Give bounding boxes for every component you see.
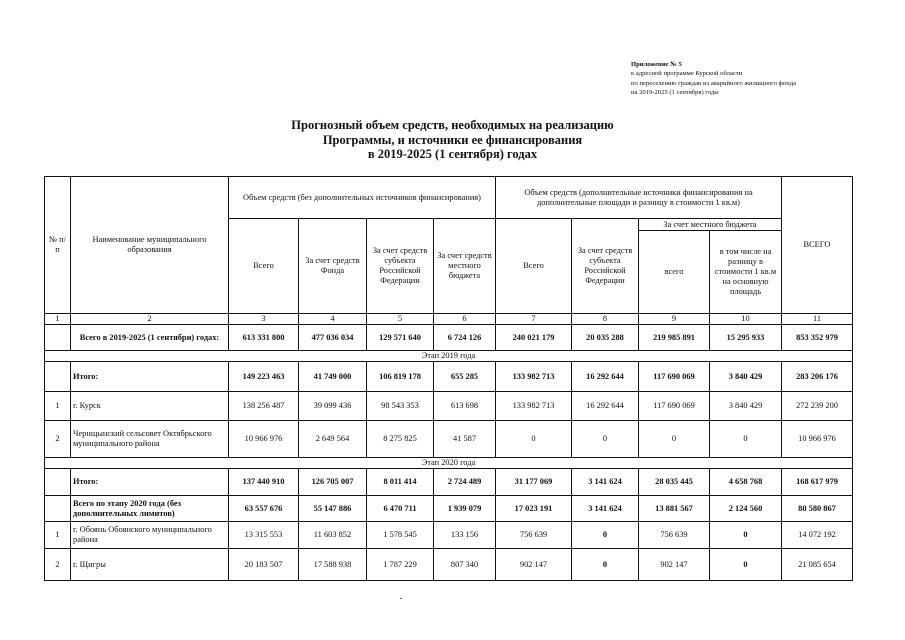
cell: 17 588 938 (299, 549, 367, 581)
table-row-shchigry (45, 549, 853, 581)
cell: 3 141 624 (572, 496, 639, 522)
header-name: Наименование муниципального образования (71, 177, 229, 314)
header-num: № п/п (45, 177, 71, 314)
cell: 15 295 933 (710, 325, 782, 351)
row-name: г. Обоянь Обоянского муниципального района (71, 522, 229, 549)
row-name: Итого: (71, 362, 229, 392)
appendix-note (631, 60, 796, 97)
cell: 133 982 713 (496, 392, 572, 421)
stage-header: Этап 2019 года (45, 351, 853, 362)
cell: 14 072 192 (782, 522, 853, 549)
colnum: 10 (710, 314, 782, 325)
cell: 17 023 191 (496, 496, 572, 522)
cell: 756 639 (496, 522, 572, 549)
cell: 39 099 436 (299, 392, 367, 421)
colnum: 9 (639, 314, 710, 325)
cell: 16 292 644 (572, 362, 639, 392)
cell: 129 571 640 (367, 325, 434, 351)
header-g1-total: Всего (229, 219, 299, 314)
cell: 2 724 489 (434, 469, 496, 496)
cell: 117 690 069 (639, 362, 710, 392)
row-num (45, 469, 71, 496)
cell: 1 939 079 (434, 496, 496, 522)
document-title (0, 118, 905, 162)
cell: 137 440 910 (229, 469, 299, 496)
row-name: Всего по этапу 2020 года (без дополнительных лимитов) (71, 496, 229, 522)
title-line: Программы, и источники ее финансирования (322, 132, 583, 147)
cell: 1 578 545 (367, 522, 434, 549)
cell: 16 292 644 (572, 392, 639, 421)
cell: 8 275 825 (367, 421, 434, 458)
cell: 240 021 179 (496, 325, 572, 351)
cell: 902 147 (496, 549, 572, 581)
cell: 6 470 711 (367, 496, 434, 522)
appendix-line: к адресной программе Курской области (631, 70, 743, 78)
cell: 613 698 (434, 392, 496, 421)
cell: 0 (710, 549, 782, 581)
header-g1-local: За счет средств местного бюджета (434, 219, 496, 314)
colnum: 2 (71, 314, 229, 325)
cell: 10 966 976 (229, 421, 299, 458)
header-g1-fund: За счет средств Фонда (299, 219, 367, 314)
cell: 117 690 069 (639, 392, 710, 421)
row-num (45, 362, 71, 392)
cell: 0 (572, 549, 639, 581)
cell: 0 (710, 421, 782, 458)
colnum: 6 (434, 314, 496, 325)
cell: 272 239 200 (782, 392, 853, 421)
cell: 8 011 414 (367, 469, 434, 496)
scan-speck (400, 598, 402, 599)
cell: 28 035 445 (639, 469, 710, 496)
cell: 2 649 564 (299, 421, 367, 458)
financing-table (44, 176, 853, 581)
cell: 1 787 229 (367, 549, 434, 581)
header-g2-local-incl: в том числе на разницу в стоимости 1 кв.м на основную площадь (710, 231, 782, 314)
cell: 11 603 852 (299, 522, 367, 549)
cell: 41 749 000 (299, 362, 367, 392)
cell: 3 840 429 (710, 362, 782, 392)
header-g2-subject: За счет средств субъекта Российской Федерации (572, 219, 639, 314)
cell: 3 840 429 (710, 392, 782, 421)
row-name: г. Курск (71, 392, 229, 421)
cell: 853 352 979 (782, 325, 853, 351)
row-name: Всего в 2019-2025 (1 сентябри) годах: (71, 325, 229, 351)
cell: 0 (572, 421, 639, 458)
table-row-total-all (45, 325, 853, 351)
cell: 4 658 768 (710, 469, 782, 496)
row-num (45, 496, 71, 522)
cell: 219 985 891 (639, 325, 710, 351)
cell: 98 543 353 (367, 392, 434, 421)
table-row-itogo-2020 (45, 469, 853, 496)
colnum: 11 (782, 314, 853, 325)
cell: 10 966 976 (782, 421, 853, 458)
row-num (45, 325, 71, 351)
cell: 133 156 (434, 522, 496, 549)
cell: 106 819 178 (367, 362, 434, 392)
appendix-line: по переселению граждан из аварийного жилищного фонда (631, 79, 797, 87)
colnum: 3 (229, 314, 299, 325)
cell: 21 085 654 (782, 549, 853, 581)
colnum: 8 (572, 314, 639, 325)
header-g2-local-group: За счет местного бюджета (639, 219, 782, 231)
colnum: 4 (299, 314, 367, 325)
cell: 756 639 (639, 522, 710, 549)
row-name: г. Щигры (71, 549, 229, 581)
cell: 126 705 007 (299, 469, 367, 496)
cell: 13 315 553 (229, 522, 299, 549)
stage-header: Этап 2020 года (45, 458, 853, 469)
row-name: Чернщынский сельсовет Октябрьского муниципального района (71, 421, 229, 458)
cell: 80 580 867 (782, 496, 853, 522)
header-g2-local-all: всего (639, 231, 710, 314)
cell: 655 285 (434, 362, 496, 392)
cell: 3 141 624 (572, 469, 639, 496)
cell: 613 331 800 (229, 325, 299, 351)
cell: 6 724 126 (434, 325, 496, 351)
cell: 2 124 560 (710, 496, 782, 522)
cell: 31 177 069 (496, 469, 572, 496)
cell: 41 587 (434, 421, 496, 458)
cell: 13 881 567 (639, 496, 710, 522)
row-num: 1 (45, 392, 71, 421)
row-num: 2 (45, 549, 71, 581)
header-group-base: Объем средств (без дополнительных источников финансирования) (229, 177, 496, 219)
colnum: 1 (45, 314, 71, 325)
cell: 20 183 507 (229, 549, 299, 581)
header-grand-total: ВСЕГО (782, 177, 853, 314)
title-line: Прогнозный объем средств, необходимых на реализацию (291, 118, 614, 132)
row-num: 1 (45, 522, 71, 549)
cell: 63 557 676 (229, 496, 299, 522)
cell: 0 (572, 522, 639, 549)
cell: 55 147 886 (299, 496, 367, 522)
cell: 0 (639, 421, 710, 458)
cell: 149 223 463 (229, 362, 299, 392)
header-g1-subject: За счет средств субъекта Российской Федерации (367, 219, 434, 314)
title-line: в 2019-2025 (1 сентября) годах (367, 147, 538, 162)
row-num: 2 (45, 421, 71, 458)
appendix-line: Приложение № 5 (631, 61, 682, 68)
table-row-oboyan (45, 522, 853, 549)
header-g2-total: Всего (496, 219, 572, 314)
cell: 902 147 (639, 549, 710, 581)
cell: 168 617 979 (782, 469, 853, 496)
cell: 0 (710, 522, 782, 549)
header-group-additional: Объем средств (дополнительные источники финансирования на дополнительные площади и разницу в стоимости 1 кв.м) (496, 177, 782, 219)
cell: 20 035 288 (572, 325, 639, 351)
cell: 807 340 (434, 549, 496, 581)
cell: 138 256 487 (229, 392, 299, 421)
appendix-line: на 2019-2025 (1 сентября) годы (631, 88, 719, 96)
table-row-total-2020 (45, 496, 853, 522)
table-row-itogo-2019 (45, 362, 853, 392)
table-row-chern (45, 421, 853, 458)
cell: 283 206 176 (782, 362, 853, 392)
row-name: Итого: (71, 469, 229, 496)
table-row-kursk (45, 392, 853, 421)
cell: 133 982 713 (496, 362, 572, 392)
cell: 0 (496, 421, 572, 458)
colnum: 5 (367, 314, 434, 325)
colnum: 7 (496, 314, 572, 325)
cell: 477 036 034 (299, 325, 367, 351)
